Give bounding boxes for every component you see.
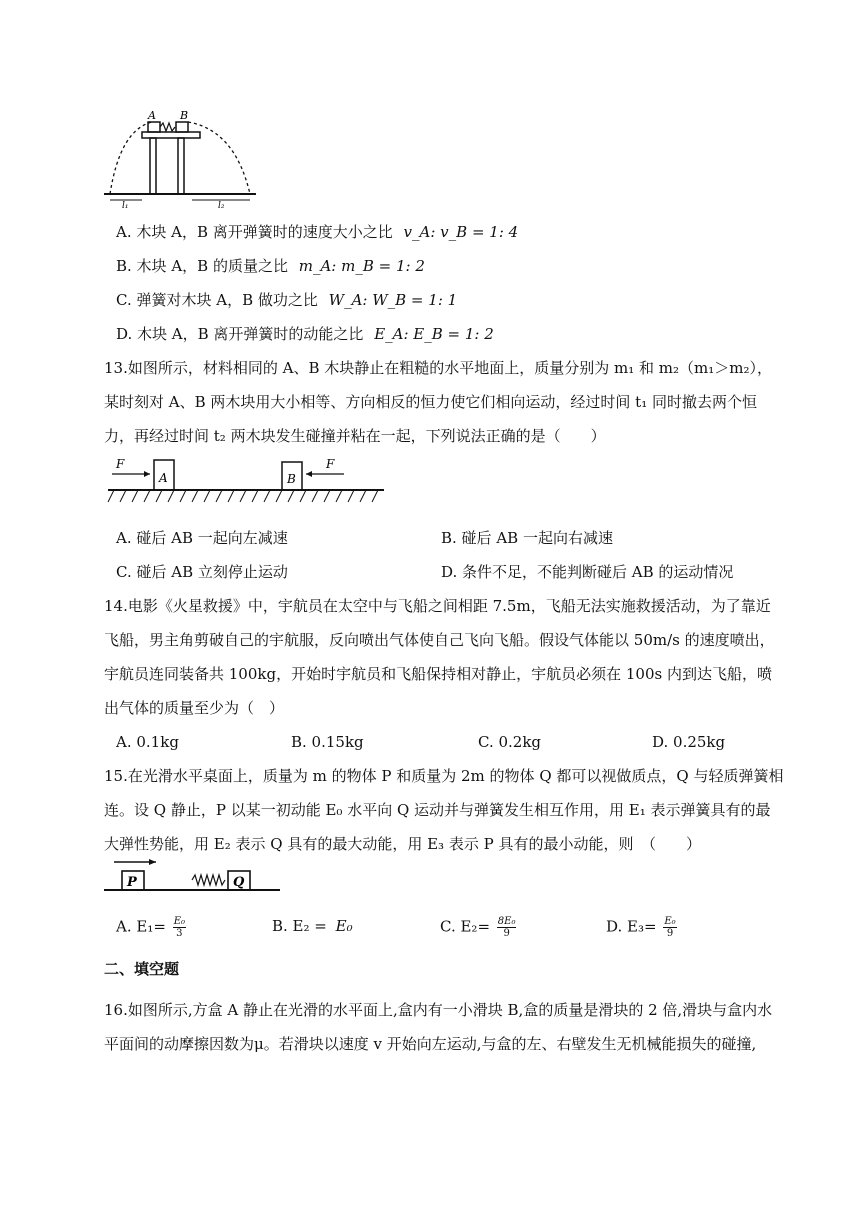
q13-option-c: C. 碰后 AB 立刻停止运动	[116, 563, 288, 581]
q13-line-2: 某时刻对 A、B 两木块用大小相等、方向相反的恒力使它们相向运动，经过时间 t₁ 同时撤去两个恒	[104, 393, 757, 411]
q12-option-d: D. 木块 A，B 离开弹簧时的动能之比 E_A: E_B = 1: 2	[116, 325, 494, 343]
q15-option-a-fraction: $\frac{\text{E₀}}{3}$	[173, 916, 185, 939]
q12-option-a-math: v_A: v_B = 1: 4	[403, 223, 519, 241]
q12-option-c: C. 弹簧对木块 A，B 做功之比 W_A: W_B = 1: 1	[116, 291, 458, 309]
q15-label-p: P	[127, 875, 137, 890]
q15-figure	[104, 856, 284, 898]
q13-label-f-right: F	[326, 457, 335, 471]
q15-line-3: 大弹性势能，用 E₂ 表示 Q 具有的最大动能，用 E₃ 表示 P 具有的最小动能，则 （ ）	[104, 835, 701, 853]
section-title: 二、填空题	[104, 960, 180, 978]
q12-option-b-math: m_A: m_B = 1: 2	[298, 257, 425, 275]
q12-label-l1: l₁	[122, 201, 129, 211]
q12-label-a: A	[148, 109, 156, 122]
q15-option-b: B. E₂ = E₀	[272, 917, 353, 935]
q15-option-c-fraction: $\frac{\text{8E₀}}{9}$	[497, 916, 516, 939]
q13-figure	[104, 454, 389, 514]
q15-option-d: D. E₃= $\frac{\text{E₀}}{9}$	[606, 916, 676, 939]
q14-line-2: 飞船，男主角剪破自己的宇航服，反向喷出气体使自己飞向飞船。假设气体能以 50m/s 的速度喷出，	[104, 631, 775, 649]
q14-line-4: 出气体的质量至少为（ ）	[104, 699, 285, 717]
q13-label-f-left: F	[116, 457, 125, 471]
q13-option-d: D. 条件不足，不能判断碰后 AB 的运动情况	[441, 563, 734, 581]
q13-option-a: A. 碰后 AB 一起向左减速	[116, 529, 288, 547]
q16-line-2: 平面间的动摩擦因数为μ。若滑块以速度 v 开始向左运动,与盒的左、右壁发生无机械能损失的碰撞,	[104, 1035, 757, 1053]
q12-label-l2: l₂	[218, 201, 225, 211]
q12-figure	[100, 100, 260, 210]
q15-label-q: Q	[233, 875, 245, 890]
q15-option-c: C. E₂= $\frac{\text{8E₀}}{9}$	[440, 916, 516, 939]
q13-option-b: B. 碰后 AB 一起向右减速	[441, 529, 613, 547]
q14-option-b: B. 0.15kg	[291, 733, 364, 751]
q12-option-b: B. 木块 A，B 的质量之比 m_A: m_B = 1: 2	[116, 257, 425, 275]
q14-line-1: 14.电影《火星救援》中，宇航员在太空中与飞船之间相距 7.5m，飞船无法实施救援活动，为了靠近	[104, 597, 771, 615]
q12-option-d-math: E_A: E_B = 1: 2	[374, 325, 494, 343]
q13-line-3: 力，再经过时间 t₂ 两木块发生碰撞并粘在一起，下列说法正确的是（ ）	[104, 427, 606, 445]
q14-option-c: C. 0.2kg	[478, 733, 542, 751]
q14-line-3: 宇航员连同装备共 100kg，开始时宇航员和飞船保持相对静止，宇航员必须在 100s 内到达飞船，喷	[104, 665, 772, 683]
q14-option-a: A. 0.1kg	[116, 733, 179, 751]
q15-line-1: 15.在光滑水平桌面上，质量为 m 的物体 P 和质量为 2m 的物体 Q 都可以视做质点，Q 与轻质弹簧相	[104, 767, 784, 785]
q12-label-b: B	[180, 109, 189, 122]
q15-option-a: A. E₁= $\frac{\text{E₀}}{3}$	[116, 916, 185, 939]
q14-option-d: D. 0.25kg	[652, 733, 726, 751]
q12-option-c-math: W_A: W_B = 1: 1	[328, 291, 458, 309]
q13-label-a: A	[159, 471, 168, 485]
q15-option-d-fraction: $\frac{\text{E₀}}{9}$	[664, 916, 676, 939]
q13-label-b: B	[287, 472, 296, 486]
q16-line-1: 16.如图所示,方盒 A 静止在光滑的水平面上,盒内有一小滑块 B,盒的质量是滑块的 2 倍,滑块与盒内水	[104, 1001, 773, 1019]
q15-line-2: 连。设 Q 静止，P 以某一初动能 E₀ 水平向 Q 运动并与弹簧发生相互作用，用 E₁ 表示弹簧具有的最	[104, 801, 771, 819]
q13-line-1: 13.如图所示，材料相同的 A、B 木块静止在粗糙的水平地面上，质量分别为 m₁ 和 m₂（m₁＞m₂），	[104, 359, 773, 377]
q12-option-a: A. 木块 A，B 离开弹簧时的速度大小之比 v_A: v_B = 1: 4	[116, 223, 519, 241]
